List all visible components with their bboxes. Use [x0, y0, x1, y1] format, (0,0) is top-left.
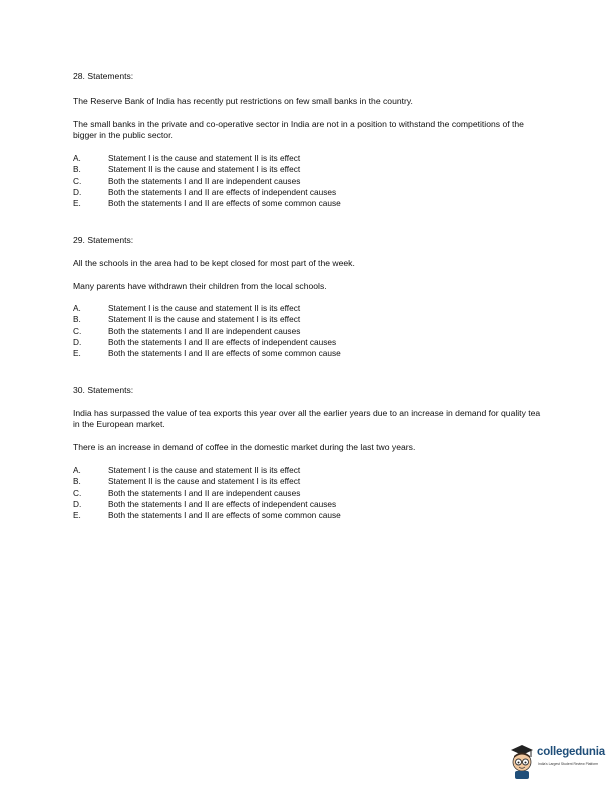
option-text: Both the statements I and II are effects of independent causes [108, 186, 337, 197]
option-c [73, 176, 543, 187]
option-text: Statement II is the cause and statement I is its effect [108, 314, 301, 325]
option-letter: B. [73, 164, 81, 175]
option-letter: B. [73, 476, 81, 487]
option-b [73, 314, 543, 325]
question-29-statement-2: Many parents have withdrawn their children from the local schools. [73, 281, 327, 291]
question-28-options [73, 153, 543, 209]
logo-tagline: India's Largest Student Review Platform [538, 762, 599, 766]
option-text: Statement I is the cause and statement II is its effect [108, 153, 301, 163]
option-text: Both the statements I and II are effects of independent causes [108, 336, 337, 347]
question-30-options [73, 465, 543, 521]
question-28-statement-1: The Reserve Bank of India has recently put restrictions on few small banks in the country. [73, 96, 413, 106]
option-text: Both the statements I and II are effects of some common cause [108, 348, 341, 359]
option-letter: B. [73, 314, 81, 325]
option-text: Both the statements I and II are independent causes [108, 175, 301, 186]
option-a [73, 153, 543, 164]
question-29-heading: 29. Statements: [73, 235, 134, 245]
option-letter: E. [73, 198, 81, 209]
option-letter: D. [73, 498, 82, 509]
question-28-heading: 28. Statements: [73, 71, 134, 81]
question-29-options [73, 303, 543, 359]
option-letter: C. [73, 325, 82, 336]
option-e [73, 348, 543, 359]
option-d [73, 187, 543, 198]
option-letter: A. [73, 303, 81, 313]
question-29-statement-1: All the schools in the area had to be kept closed for most part of the week. [73, 258, 355, 268]
option-d [73, 337, 543, 348]
question-30-statement-1: India has surpassed the value of tea exports this year over all the earlier years due to an increase in demand for quality tea in the European market. [73, 408, 541, 429]
option-text: Both the statements I and II are effects of some common cause [108, 198, 341, 209]
option-b [73, 476, 543, 487]
option-text: Statement I is the cause and statement II is its effect [108, 465, 301, 475]
option-text: Both the statements I and II are effects of independent causes [108, 498, 337, 509]
logo-brand-text: collegedunia [537, 746, 605, 758]
option-a [73, 465, 543, 476]
question-30-heading: 30. Statements: [73, 385, 134, 395]
option-a [73, 303, 543, 314]
option-letter: A. [73, 465, 81, 475]
question-30-statement-2: There is an increase in demand of coffee in the domestic market during the last two years. [73, 442, 416, 452]
option-text: Both the statements I and II are independent causes [108, 487, 301, 498]
option-text: Both the statements I and II are independent causes [108, 325, 301, 336]
option-text: Statement II is the cause and statement I is its effect [108, 476, 301, 487]
option-letter: C. [73, 175, 82, 186]
option-letter: E. [73, 510, 81, 521]
option-letter: A. [73, 153, 81, 163]
option-text: Both the statements I and II are effects of some common cause [108, 510, 341, 521]
option-c [73, 488, 543, 499]
option-text: Statement II is the cause and statement I is its effect [108, 164, 301, 175]
option-b [73, 164, 543, 175]
option-e [73, 510, 543, 521]
option-letter: D. [73, 336, 82, 347]
option-e [73, 198, 543, 209]
mascot-icon [508, 742, 536, 780]
option-d [73, 499, 543, 510]
collegedunia-logo [506, 740, 606, 784]
option-c [73, 326, 543, 337]
option-text: Statement I is the cause and statement II is its effect [108, 303, 301, 313]
option-letter: E. [73, 348, 81, 359]
option-letter: C. [73, 487, 82, 498]
option-letter: D. [73, 186, 82, 197]
question-28-statement-2: The small banks in the private and co-operative sector in India are not in a position to withstand the competitions of the bigger in the public sector. [73, 119, 524, 140]
